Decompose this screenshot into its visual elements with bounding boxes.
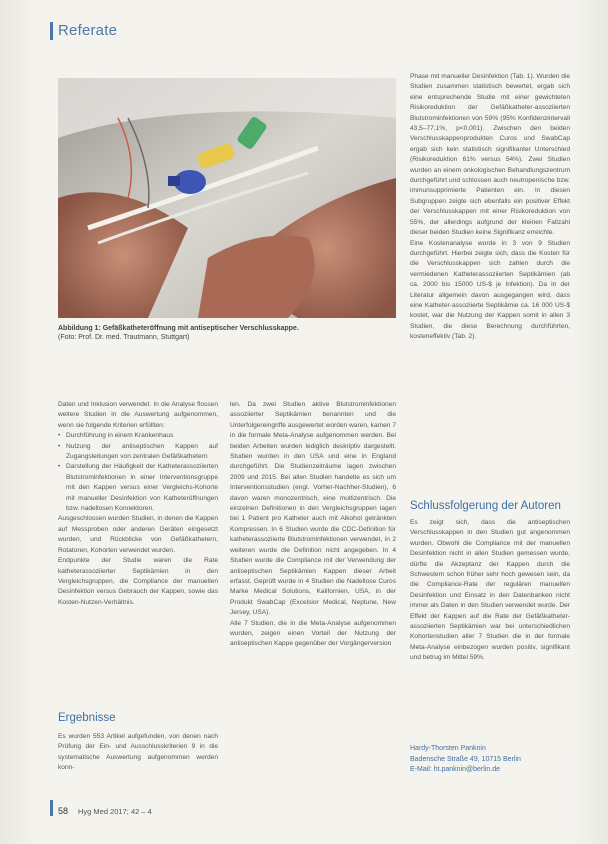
col1-intro: Daten und Inklusion verwendet. In die Analyse flossen weitere Studien in die Auswertung aufgenommen, wenn sie folgende Kriterien erfüllten: (58, 401, 218, 429)
criteria-item: • Darstellung der Häufigkeit der Katheterassoziierten Blutstrominfektionen in einer Interventionsgruppe mit den Kappen versus einer Vergleichs-Kohorte mit manueller Desinfektion von Katheteröffnungen bzw. nadellosen Konnektoren. (58, 462, 218, 514)
column-2 (230, 400, 396, 650)
results-para: Es wurden 553 Artikel aufgefunden, von denen nach Prüfung der Ein- und Ausschlusskriterien 9 in die systematische Auswertung aufgenommen werden konn- (58, 733, 218, 772)
col2-para2: Alle 7 Studien, die in die Meta-Analyse aufgenommen wurden, zeigen einen Vorteil der Nutzung der antiseptischen Kappe gegenüber der Vorgängerversion (230, 619, 396, 648)
criteria-list (58, 431, 218, 514)
figure-photo (58, 78, 396, 318)
conclusion-para: Es zeigt sich, dass die antiseptischen Verschlusskappen in den Studien gut angenommen wurden. Obwohl die Compliance mit der manuellen Desinfektion nicht in allen Studien gemessen wurde, dürfte die Akzeptanz der Kappen durch die Schwestern schon früher sehr hoch gewesen sein, da die Compliance-Rate der regulären manuellen Desinfektion und Einsatz in den Datenbanken nicht immer als Daten in den Studien verwendet wurde. Der Effekt der Kappen auf die Rate der Gefäßkatheter-assoziierten Septikämien war bei unterschiedlichen Kohortenstudien aller 7 Studien die in der formale Meta-Analyse einbezogen wurden positiv, signifikant und betrug im Mittel 59%. (410, 519, 570, 662)
col1-para3: Endpunkte der Studie waren die Rate katheterassoziierter Septikämien in den Vergleichsgruppen, die Compliance der manuellen Desinfektion versus Gebrauch der Kappen, sowie das Kosten-Nutzen-Verhältnis. (58, 557, 218, 606)
col1-para2: Ausgeschlossen wurden Studien, in denen die Kappen auf Messproben oder anderen Geräten eingesetzt wurden, und Rückblicke von Gefäßkathetern, Rotatoren, Kohorten verwendet wurden. (58, 515, 218, 554)
page-number: 58 (58, 806, 69, 816)
subhead-conclusion: Schlussfolgerung der Autoren (410, 500, 561, 512)
criteria-item: • Durchführung in einem Krankenhaus (58, 431, 218, 441)
author-block (410, 744, 580, 776)
author-name: Hardy-Thorsten Panknin (410, 745, 486, 752)
catheter-photo-illustration (58, 78, 396, 318)
column-1 (58, 400, 218, 608)
column-1-results (58, 732, 218, 774)
figure-caption (58, 324, 358, 342)
footer-accent-bar (50, 800, 53, 816)
author-email[interactable]: E-Mail: ht.panknin@berlin.de (410, 766, 500, 774)
col3-para1: Phase mit manueller Desinfektion (Tab. 1). Wurden die Studien zusammen statistisch bewertet, ergab sich eine entsprechende Studie mit einer gewichteten Risikoreduktion der Gefäßkatheter-assoziierten Blutstrominfektionen von 59% (95% Konfidenzintervall 43,5–77,1%, p<0,001). Zwischen den beiden Verschlusskappenprodukten Curos und SwabCap ergab sich kein statistisch signifikanter Unterschied (Risikoreduktion 61% versus 54%). Zwei Studien wurden an einem onkologischen Behandlungszentrum durchgeführt und schlossen auch neutropenische bzw. immunsupprimierte Patienten ein. In diesen Subgruppen zeigte sich ebenfalls ein positiver Effekt der Verschlusskappen mit einer Risikoreduktion von 55%, der allerdings aufgrund der kleinen Fallzahl dieser beiden Studien keine Signifikanz erreichte. (410, 73, 570, 237)
subhead-results: Ergebnisse (58, 712, 116, 724)
header-accent-bar (50, 22, 53, 40)
author-address: Badensche Straße 49, 10715 Berlin (410, 755, 521, 763)
col2-para1: len. Da zwei Studien aktive Blutstrominfektionen assoziierter Septikämien benannten und die Unterfolgereingriffe ausgewertet worden waren, kamen 7 in die formale Meta-Analyse aufgenommen werden. Bei beiden Arbeiten wurden lediglich deskriptiv dargestellt. Studien wurden in den USA und eine in England durchgeführt. Die Studienzeiträume lagen zwischen 2009 und 2015. Bei allen Studien handelte es sich um Interventionsstudien (engl. Vorher-Nachher-Studien), 6 davon waren monozentrisch, eine multizentrisch. Die einzelnen Definitionen in den Vergleichsgruppen lagen bei 1 Patient pro Katheter auch mit Alkohol getränkten Kompressen. In 6 Studien wurde die CDC-Definition für katheterassoziierte Blutstrominfektionen verwendet, in 2 weiteren wurde die Definition nicht angegeben. In 4 Studien wurde die Compliance mit der Verwendung der antiseptischen Septikämien Kappen dieser Arbeit erfasst. Geprüft wurde in 4 Studien die Nadellose Curos Marke Medical Solutions, Kalifornien, USA, in der Produkt SwabCap (Excelsior Medical, Neptune, New Jersey, USA). (230, 401, 396, 617)
caption-title: Abbildung 1: Gefäßkatheteröffnung mit antiseptischer Verschlusskappe. (58, 325, 299, 332)
criteria-item: • Nutzung der antiseptischen Kappen auf Zugangsleitungen von zentralen Gefäßkathetern (58, 442, 218, 463)
journal-citation: Hyg Med 2017; 42 – 4 (78, 807, 152, 816)
caption-credit: (Foto: Prof. Dr. med. Trautmann, Stuttgart) (58, 334, 190, 341)
col3-para2: Eine Kostenanalyse wurde in 3 von 9 Studien durchgeführt. Hierbei zeigte sich, dass die Kosten für die Verschlusskappen sich zahlen durch die vermiedenen Katheterassoziierten Septikämien (ab ca. 2000 bis 15000 US-$ je Infektion). Da in der Literatur allgemein davon ausgegangen wird, dass eine Katheter-assoziierte Septikämie ca. 16 000 US-$ kostet, war die Nutzung der Kappen somit in allen 3 Studien, die diese Berechnung durchführten, kosteneffektiv (Tab. 2). (410, 239, 570, 341)
section-title: Referate (58, 22, 118, 39)
column-3-conclusion (410, 518, 570, 664)
column-3 (410, 72, 570, 343)
